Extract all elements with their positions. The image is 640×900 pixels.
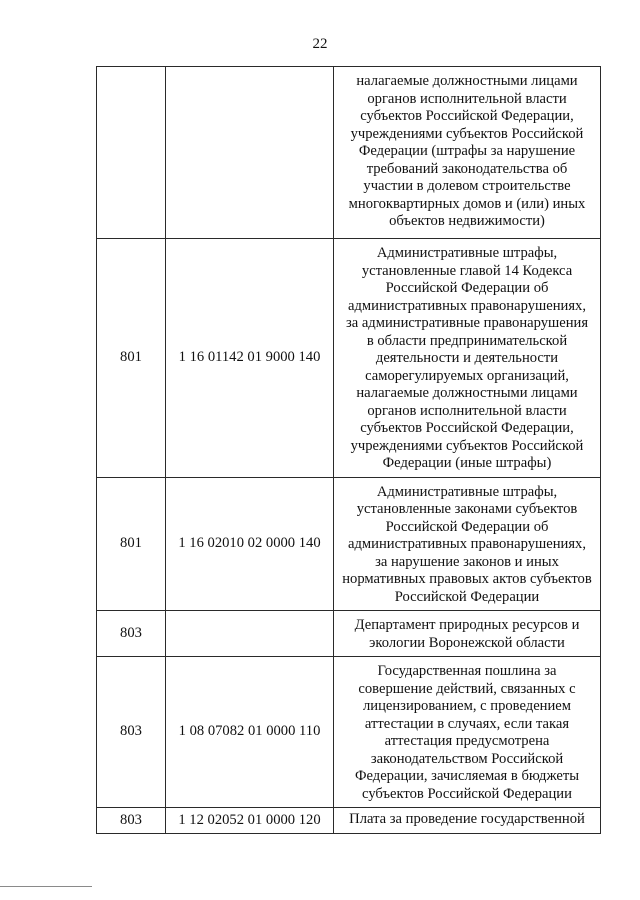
revenue-name-line: Государственная пошлина за: [377, 663, 557, 679]
revenue-name-cell: [334, 611, 601, 657]
budget-code-cell: 1 16 02010 02 0000 140: [166, 477, 334, 611]
revenue-name-line: Российской Федерации об: [385, 518, 549, 535]
admin-code-cell: 803: [97, 808, 166, 834]
table-row: [97, 239, 601, 478]
page-number: 22: [312, 36, 328, 52]
revenue-name-line: деятельности и деятельности: [375, 350, 559, 366]
revenue-name-line: требований законодательства об: [366, 160, 568, 177]
table-row: [97, 477, 601, 611]
revenue-name-line: аттестации в случаях, если такая: [364, 715, 570, 732]
revenue-name-line: объектов недвижимости): [389, 213, 545, 229]
revenue-name-line: в области предпринимательской: [366, 332, 568, 349]
table-row: [97, 657, 601, 808]
revenue-name-line: экологии Воронежской области: [369, 634, 565, 651]
revenue-name-line: совершение действий, связанных с: [358, 680, 576, 697]
budget-revenue-table: [96, 66, 601, 834]
revenue-name-line: Федерации, зачисляемая в бюджеты: [354, 768, 580, 784]
revenue-name-line: участии в долевом строительстве: [363, 178, 571, 194]
footer-divider: [0, 886, 92, 887]
revenue-name-line: субъектов Российской Федерации: [362, 785, 572, 802]
revenue-name-line: Административные штрафы,: [376, 483, 558, 500]
revenue-name-line: аттестация предусмотрена: [384, 733, 550, 749]
revenue-name-line: установленные главой 14 Кодекса: [361, 262, 573, 279]
budget-code-cell: 1 08 07082 01 0000 110: [166, 657, 334, 808]
revenue-name-cell: [334, 477, 601, 611]
revenue-name-line: законодательством Российской: [370, 750, 564, 767]
revenue-name-line: установленные законами субъектов: [356, 501, 578, 517]
revenue-name-cell: [334, 657, 601, 808]
revenue-name-line: административных правонарушениях,: [348, 536, 586, 552]
revenue-name-line: Российской Федерации об: [385, 280, 549, 296]
revenue-name-line: налагаемые должностными лицами: [356, 73, 578, 89]
admin-code-cell: 803: [97, 611, 166, 657]
revenue-name-line: учреждениями субъектов Российской: [350, 125, 584, 142]
budget-code-cell: 1 12 02052 01 0000 120: [166, 808, 334, 834]
revenue-name-line: Плата за проведение государственной: [349, 811, 585, 827]
revenue-name-cell: [334, 67, 601, 239]
revenue-name-line: органов исполнительной власти: [367, 90, 567, 107]
table-row: [97, 808, 601, 834]
revenue-name-line: Федерации (иные штрафы): [382, 455, 552, 471]
admin-code-cell: 803: [97, 657, 166, 808]
admin-code-cell: [97, 67, 166, 239]
admin-code-cell: 801: [97, 477, 166, 611]
revenue-name-line: субъектов Российской Федерации,: [360, 420, 574, 436]
admin-code-cell: 801: [97, 239, 166, 478]
revenue-name-line: Российской Федерации: [394, 588, 540, 605]
revenue-name-line: лицензированием, с проведением: [362, 698, 572, 714]
budget-code-cell: [166, 611, 334, 657]
budget-code-cell: [166, 67, 334, 239]
revenue-name-line: органов исполнительной власти: [367, 402, 567, 419]
revenue-name-line: Федерации (штрафы за нарушение: [358, 143, 576, 159]
revenue-name-cell: [334, 808, 601, 834]
revenue-name-line: саморегулируемых организаций,: [365, 367, 569, 384]
revenue-name-line: за административные правонарушения: [345, 315, 589, 331]
revenue-name-cell: [334, 239, 601, 478]
revenue-name-line: субъектов Российской Федерации,: [360, 108, 574, 124]
revenue-name-line: за нарушение законов и иных: [375, 553, 559, 570]
revenue-name-line: нормативных правовых актов субъектов: [342, 571, 592, 587]
table-row: [97, 67, 601, 239]
revenue-name-line: многоквартирных домов и (или) иных: [348, 195, 586, 212]
revenue-name-line: налагаемые должностными лицами: [356, 385, 578, 401]
table-row: [97, 611, 601, 657]
revenue-name-line: административных правонарушениях,: [348, 297, 586, 314]
revenue-name-line: учреждениями субъектов Российской: [350, 437, 584, 454]
revenue-name-line: Департамент природных ресурсов и: [354, 617, 580, 633]
budget-code-cell: 1 16 01142 01 9000 140: [166, 239, 334, 478]
revenue-name-line: Административные штрафы,: [376, 245, 558, 261]
